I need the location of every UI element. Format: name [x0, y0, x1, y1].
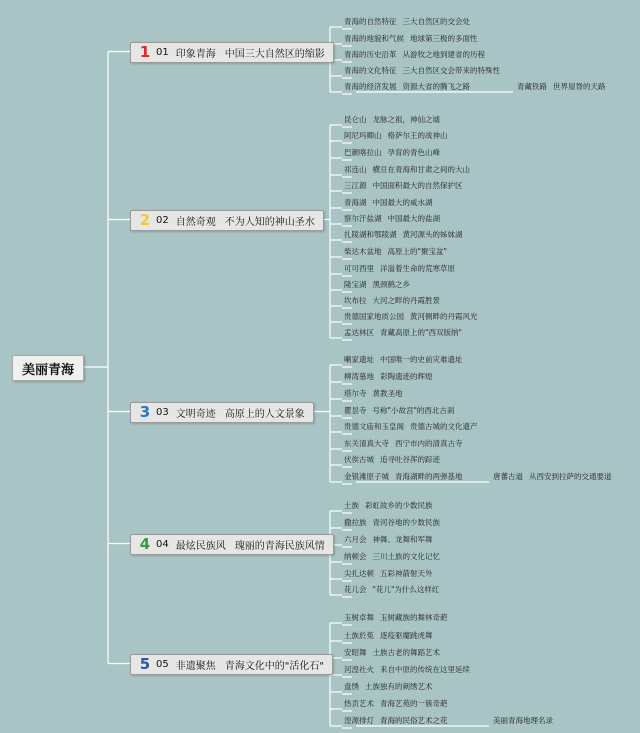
leaf-description: 三大自然区交会带来的特殊性 — [402, 66, 500, 75]
child-leaf-name: 青藏铁路 — [517, 82, 547, 91]
leaf-item[interactable] — [344, 17, 470, 27]
branch-number: 4 — [139, 535, 151, 553]
leaf-item[interactable] — [344, 181, 463, 191]
leaf-item[interactable] — [344, 682, 433, 692]
child-leaf-description: 从西安到拉萨的交通要道 — [529, 472, 612, 481]
leaf-item[interactable] — [344, 198, 433, 208]
leaf-item[interactable] — [344, 312, 478, 322]
leaf-name: 纳顿会 — [344, 552, 367, 561]
leaf-item[interactable] — [344, 148, 440, 158]
leaf-item[interactable] — [344, 472, 463, 482]
child-leaf-item[interactable] — [493, 472, 612, 482]
branch-code: 01 — [156, 47, 169, 58]
leaf-name: 伏俟古城 — [344, 455, 374, 464]
leaf-item[interactable] — [344, 665, 470, 675]
leaf-item[interactable] — [344, 699, 448, 709]
leaf-name: 孟达林区 — [344, 328, 374, 337]
leaf-name: 撒拉族 — [344, 518, 367, 527]
leaf-item[interactable] — [344, 372, 433, 382]
leaf-item[interactable] — [344, 552, 440, 562]
leaf-name: 青海的自然特征 — [344, 17, 397, 26]
leaf-item[interactable] — [344, 280, 410, 290]
leaf-description: 格萨尔王的战神山 — [387, 131, 448, 140]
leaf-description: 青藏高原上的"西双版纳" — [380, 328, 462, 337]
leaf-description: "花儿"为什么这样红 — [372, 585, 440, 594]
leaf-name: 巴颜喀拉山 — [344, 148, 382, 157]
leaf-item[interactable] — [344, 82, 470, 92]
leaf-name: 六月会 — [344, 535, 367, 544]
leaf-item[interactable] — [344, 716, 448, 726]
branch-code: 03 — [156, 407, 169, 418]
root-node[interactable] — [12, 355, 84, 381]
leaf-description: 大河之畔的丹霞胜景 — [372, 296, 440, 305]
branch-number: 2 — [139, 211, 151, 229]
leaf-description: 来自中原的传统在这里延续 — [380, 665, 470, 674]
leaf-description: 追寻吐谷浑的踪迹 — [380, 455, 440, 464]
leaf-description: 孕育的青色山峰 — [387, 148, 440, 157]
leaf-description: 土族独有的刺绣艺术 — [365, 682, 433, 691]
leaf-item[interactable] — [344, 518, 440, 528]
leaf-description: 三大自然区的交会处 — [402, 17, 470, 26]
leaf-name: 青海的经济发展 — [344, 82, 397, 91]
leaf-description: 中国唯一的史前灾难遗址 — [380, 355, 463, 364]
leaf-name: 安昭舞 — [344, 648, 367, 657]
leaf-description: 横亘在青海和甘肃之间的大山 — [372, 165, 470, 174]
leaf-name: 三江源 — [344, 181, 367, 190]
branch-subtitle: 青海文化中的"活化石" — [224, 661, 324, 672]
leaf-name: 土族於菟 — [344, 631, 374, 640]
leaf-item[interactable] — [344, 230, 463, 240]
leaf-name: 金银滩原子城 — [344, 472, 389, 481]
leaf-item[interactable] — [344, 165, 470, 175]
leaf-item[interactable] — [344, 389, 403, 399]
leaf-name: 花儿会 — [344, 585, 367, 594]
leaf-name: 阿尼玛卿山 — [344, 131, 382, 140]
leaf-description: 青海湖畔的两弹基地 — [395, 472, 463, 481]
leaf-item[interactable] — [344, 131, 448, 141]
leaf-description: 洋溢着生命的荒寒草原 — [380, 264, 455, 273]
leaf-name: 昆仑山 — [344, 115, 367, 124]
leaf-name: 贵德文庙和玉皇阁 — [344, 422, 404, 431]
leaf-item[interactable] — [344, 439, 463, 449]
leaf-description: 黄河源头的姊妹湖 — [402, 230, 463, 239]
root-label: 美丽青海 — [21, 362, 74, 378]
leaf-description: 黄河侧畔的丹霞风光 — [410, 312, 478, 321]
leaf-description: 中国面积最大的自然保护区 — [372, 181, 463, 190]
branch-number: 5 — [139, 655, 151, 673]
branch-subtitle: 高原上的人文景象 — [224, 409, 305, 420]
leaf-item[interactable] — [344, 585, 439, 595]
leaf-item[interactable] — [344, 66, 500, 76]
leaf-description: 青河谷地的少数民族 — [372, 518, 440, 527]
leaf-item[interactable] — [344, 455, 440, 465]
leaf-name: 东关清真大寺 — [344, 439, 389, 448]
leaf-item[interactable] — [344, 34, 478, 44]
child-leaf-item[interactable] — [493, 716, 559, 726]
leaf-item[interactable] — [344, 422, 478, 432]
leaf-item[interactable] — [344, 569, 433, 579]
leaf-name: 尖扎达顿 — [344, 569, 374, 578]
leaf-description: 五彩神箭射天外 — [380, 569, 433, 578]
branch-title: 自然奇观 — [175, 217, 216, 228]
leaf-name: 瞿昙寺 — [344, 406, 367, 415]
leaf-description: 从游牧之地到建省的历程 — [402, 50, 485, 59]
branch-node-01[interactable] — [130, 42, 334, 63]
leaf-description: 逐疫驱魔跳虎舞 — [380, 631, 433, 640]
leaf-description: 西宁市内的清真古寺 — [395, 439, 463, 448]
branch-subtitle: 瑰丽的青海民族风情 — [234, 541, 325, 552]
leaf-name: 祁连山 — [344, 165, 367, 174]
leaf-name: 青海的文化特征 — [344, 66, 397, 75]
leaf-item[interactable] — [344, 648, 440, 658]
child-leaf-name: 唐蕃古道 — [493, 472, 523, 481]
leaf-name: 塔尔寺 — [344, 389, 367, 398]
branch-node-02[interactable] — [130, 210, 324, 231]
leaf-name: 盘绣 — [344, 682, 359, 691]
leaf-name: 热贡艺术 — [344, 699, 374, 708]
leaf-item[interactable] — [344, 50, 485, 60]
leaf-name: 察尔汗盐湖 — [344, 214, 382, 223]
leaf-item[interactable] — [344, 214, 440, 224]
branch-node-03[interactable] — [130, 402, 314, 423]
leaf-description: 玉树藏族的舞林奇葩 — [380, 613, 448, 622]
leaf-description: 中国最大的盐湖 — [387, 214, 440, 223]
leaf-item[interactable] — [344, 406, 454, 416]
leaf-description: 青海的民俗艺术之花 — [380, 716, 448, 725]
child-leaf-description: 世界屋脊的天路 — [553, 82, 606, 91]
leaf-description: 神舞、龙舞和军舞 — [372, 535, 433, 544]
leaf-description: 彩虹故乡的少数民族 — [365, 501, 433, 510]
branch-subtitle: 中国三大自然区的缩影 — [224, 49, 325, 60]
leaf-description: 龙脉之祖，神仙之墟 — [372, 115, 440, 124]
leaf-description: 贵德古城的文化遗产 — [410, 422, 478, 431]
leaf-name: 河湟社火 — [344, 665, 374, 674]
child-leaf-item[interactable] — [517, 82, 606, 92]
leaf-item[interactable] — [344, 613, 448, 623]
branch-node-04[interactable] — [130, 534, 334, 555]
leaf-item[interactable] — [344, 247, 447, 257]
leaf-name: 可可西里 — [344, 264, 374, 273]
branch-code: 04 — [156, 539, 169, 550]
branch-title: 文明奇迹 — [175, 409, 216, 420]
branch-title: 最炫民族风 — [175, 541, 226, 552]
branch-subtitle: 不为人知的神山圣水 — [224, 217, 315, 228]
leaf-name: 青海湖 — [344, 198, 367, 207]
branch-number: 1 — [139, 43, 151, 61]
branch-code: 05 — [156, 659, 169, 670]
leaf-name: 青海的历史沿革 — [344, 50, 397, 59]
branch-title: 非遗聚焦 — [175, 661, 216, 672]
leaf-item[interactable] — [344, 631, 433, 641]
leaf-description: 高原上的"聚宝盆" — [387, 247, 447, 256]
leaf-description: 三川土族的文化记忆 — [372, 552, 440, 561]
child-leaf-name: 美丽青海地理名录 — [493, 716, 553, 725]
leaf-name: 坎布拉 — [344, 296, 367, 305]
leaf-item[interactable] — [344, 328, 462, 338]
leaf-item[interactable] — [344, 355, 463, 365]
leaf-description: 资源大省的腾飞之路 — [402, 82, 470, 91]
leaf-item[interactable] — [344, 535, 433, 545]
leaf-name: 土族 — [344, 501, 359, 510]
leaf-item[interactable] — [344, 501, 433, 511]
leaf-description: 号称"小故宫"的西北古刹 — [372, 406, 455, 415]
branch-code: 02 — [156, 215, 169, 226]
leaf-description: 彩陶遗迹的辉煌 — [380, 372, 433, 381]
leaf-name: 柳湾墓地 — [344, 372, 374, 381]
leaf-item[interactable] — [344, 264, 455, 274]
branch-node-05[interactable] — [130, 654, 333, 675]
leaf-description: 中国最大的咸水湖 — [372, 198, 433, 207]
leaf-item[interactable] — [344, 115, 440, 125]
branch-title: 印象青海 — [175, 49, 216, 60]
leaf-description: 土族古老的舞蹈艺术 — [372, 648, 440, 657]
leaf-name: 柴达木盆地 — [344, 247, 382, 256]
branch-number: 3 — [139, 403, 151, 421]
leaf-name: 青海的地貌和气候 — [344, 34, 404, 43]
leaf-name: 贵德国家地质公园 — [344, 312, 404, 321]
leaf-name: 扎陵湖和鄂陵湖 — [344, 230, 397, 239]
leaf-name: 湟源排灯 — [344, 716, 374, 725]
leaf-name: 玉树卓舞 — [344, 613, 374, 622]
leaf-description: 地球第三极的多面性 — [410, 34, 478, 43]
leaf-description: 黄教圣地 — [372, 389, 403, 398]
leaf-name: 喇家遗址 — [344, 355, 374, 364]
leaf-description: 青海艺苑的一簇奇葩 — [380, 699, 448, 708]
leaf-item[interactable] — [344, 296, 440, 306]
leaf-name: 隆宝湖 — [344, 280, 367, 289]
leaf-description: 黑颈鹤之乡 — [372, 280, 410, 289]
